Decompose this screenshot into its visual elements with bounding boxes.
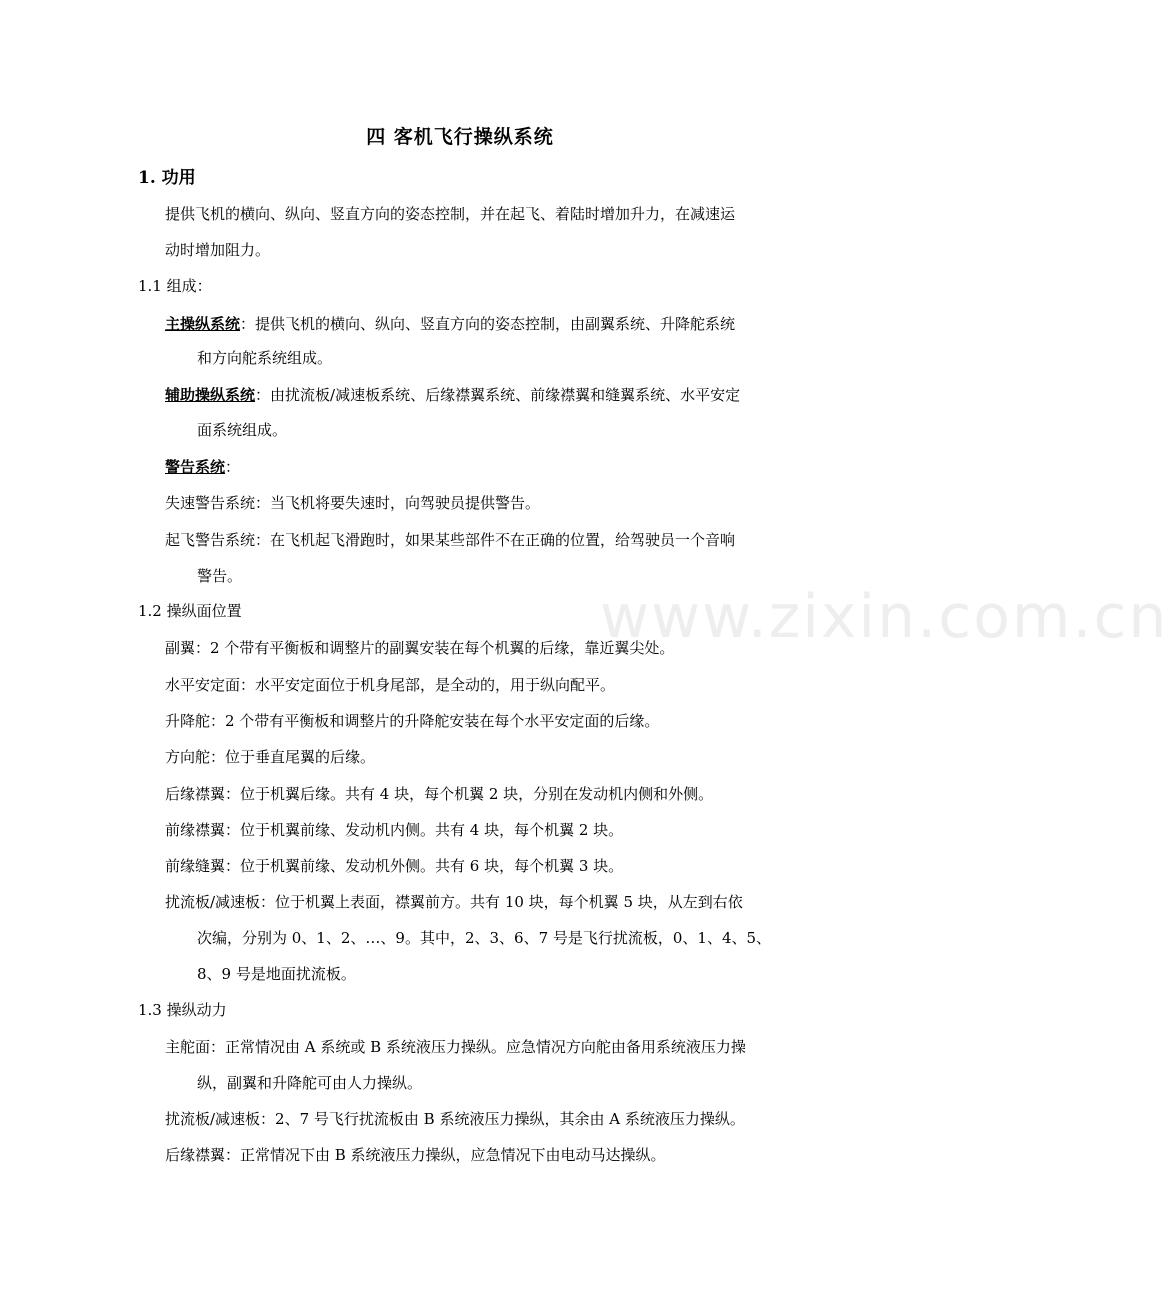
aux-control-line-2: 面系统组成。 (197, 421, 288, 439)
page-title: 四 客机飞行操纵系统 (366, 126, 554, 148)
section-1-text-line-2: 动时增加阻力。 (165, 241, 271, 259)
warning-system-heading (165, 457, 240, 477)
main-surfaces-power-line-1: 主舵面：正常情况由 A 系统或 B 系统液压力操纵。应急情况方向舵由备用系统液压力操 (165, 1038, 746, 1056)
le-slat-line: 前缘缝翼：位于机翼前缘、发动机外侧。共有 6 块，每个机翼 3 块。 (165, 857, 624, 875)
main-surfaces-power-line-2: 纵，副翼和升降舵可由人力操纵。 (197, 1074, 423, 1092)
spoiler-location-line-3: 8、9 号是地面扰流板。 (197, 965, 356, 983)
aux-control-text: ：由扰流板/减速板系统、后缘襟翼系统、前缘襟翼和缝翼系统、水平安定 (255, 386, 741, 404)
section-1-text-line-1: 提供飞机的横向、纵向、竖直方向的姿态控制，并在起飞、着陆时增加升力，在减速运 (165, 205, 736, 223)
spoiler-location-line-1: 扰流板/减速板：位于机翼上表面，襟翼前方。共有 10 块，每个机翼 5 块，从左到右依 (165, 893, 743, 911)
stabilizer-line: 水平安定面：水平安定面位于机身尾部，是全动的，用于纵向配平。 (165, 676, 616, 694)
primary-control-line-1 (165, 314, 735, 334)
spoiler-power-line: 扰流板/减速板：2、7 号飞行扰流板由 B 系统液压力操纵，其余由 A 系统液压力操纵。 (165, 1110, 745, 1128)
primary-control-text: ：提供飞机的横向、纵向、竖直方向的姿态控制，由副翼系统、升降舵系统 (240, 315, 736, 333)
section-1-1-heading: 1.1 组成： (138, 277, 212, 295)
spoiler-location-line-2: 次编，分别为 0、1、2、…、9。其中，2、3、6、7 号是飞行扰流板，0、1、4、5、 (197, 929, 772, 947)
section-1-heading: 1. 功用 (138, 168, 196, 188)
rudder-line: 方向舵：位于垂直尾翼的后缘。 (165, 748, 376, 766)
te-flap-power-line: 后缘襟翼：正常情况下由 B 系统液压力操纵，应急情况下由电动马达操纵。 (165, 1146, 666, 1164)
aileron-line: 副翼：2 个带有平衡板和调整片的副翼安装在每个机翼的后缘，靠近翼尖处。 (165, 639, 675, 657)
primary-control-label: 主操纵系统 (165, 315, 241, 333)
primary-control-line-2: 和方向舵系统组成。 (197, 349, 333, 367)
aux-control-line-1 (165, 385, 740, 405)
takeoff-warning-line-2: 警告。 (197, 567, 243, 585)
le-flap-line: 前缘襟翼：位于机翼前缘、发动机内侧。共有 4 块，每个机翼 2 块。 (165, 821, 624, 839)
warning-system-colon: ： (225, 458, 241, 476)
elevator-line: 升降舵：2 个带有平衡板和调整片的升降舵安装在每个水平安定面的后缘。 (165, 712, 660, 730)
section-1-3-heading: 1.3 操纵动力 (138, 1001, 227, 1019)
section-1-2-heading: 1.2 操纵面位置 (138, 602, 242, 620)
stall-warning-line: 失速警告系统：当飞机将要失速时，向驾驶员提供警告。 (165, 494, 541, 512)
aux-control-label: 辅助操纵系统 (165, 386, 256, 404)
warning-system-label: 警告系统 (165, 458, 226, 476)
te-flap-line: 后缘襟翼：位于机翼后缘。共有 4 块，每个机翼 2 块，分别在发动机内侧和外侧。 (165, 785, 714, 803)
takeoff-warning-line-1: 起飞警告系统：在飞机起飞滑跑时，如果某些部件不在正确的位置，给驾驶员一个音响 (165, 531, 736, 549)
watermark: www.zixin.com.cn (600, 582, 1168, 652)
